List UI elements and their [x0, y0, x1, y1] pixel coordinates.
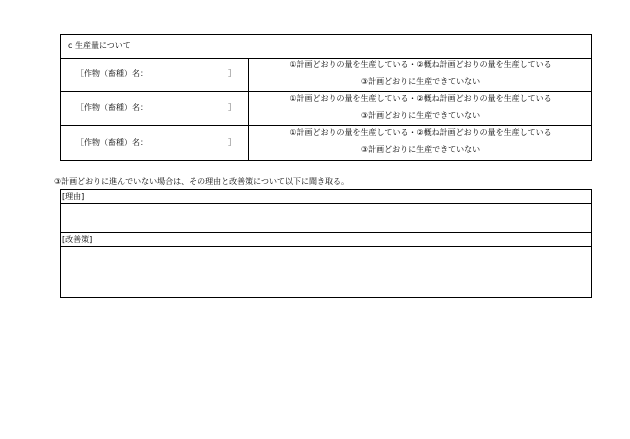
reason-answer-area[interactable]	[61, 204, 591, 232]
production-option-1-2[interactable]: ①計画どおりの量を生産している・②概ね計画どおりの量を生産している	[289, 94, 552, 103]
production-row-divider-1	[60, 91, 592, 92]
followup-instruction: ③計画どおりに進んでいない場合は、その理由と改善策について以下に聞き取る。	[54, 177, 350, 186]
crop-name-field[interactable]: ［作物（畜種）名：	[76, 69, 148, 78]
improvement-label: [改善策]	[62, 235, 93, 244]
crop-name-bracket-close: ］	[228, 69, 236, 78]
crop-name-bracket-close: ］	[228, 138, 236, 147]
production-option-3[interactable]: ③計画どおりに生産できていない	[360, 145, 481, 154]
production-option-1-2[interactable]: ①計画どおりの量を生産している・②概ね計画どおりの量を生産している	[289, 60, 552, 69]
crop-name-field[interactable]: ［作物（畜種）名：	[76, 138, 148, 147]
production-section-title: c 生産量について	[68, 41, 131, 50]
production-option-1-2[interactable]: ①計画どおりの量を生産している・②概ね計画どおりの量を生産している	[289, 128, 552, 137]
crop-name-field[interactable]: ［作物（畜種）名：	[76, 103, 148, 112]
production-option-3[interactable]: ③計画どおりに生産できていない	[360, 77, 481, 86]
production-option-3[interactable]: ③計画どおりに生産できていない	[360, 111, 481, 120]
production-row-divider-2	[60, 125, 592, 126]
reason-label: [理由]	[62, 192, 85, 201]
crop-name-bracket-close: ］	[228, 103, 236, 112]
improvement-answer-area[interactable]	[61, 247, 591, 297]
reason-improvement-divider	[60, 232, 592, 233]
production-header-divider	[60, 58, 592, 59]
